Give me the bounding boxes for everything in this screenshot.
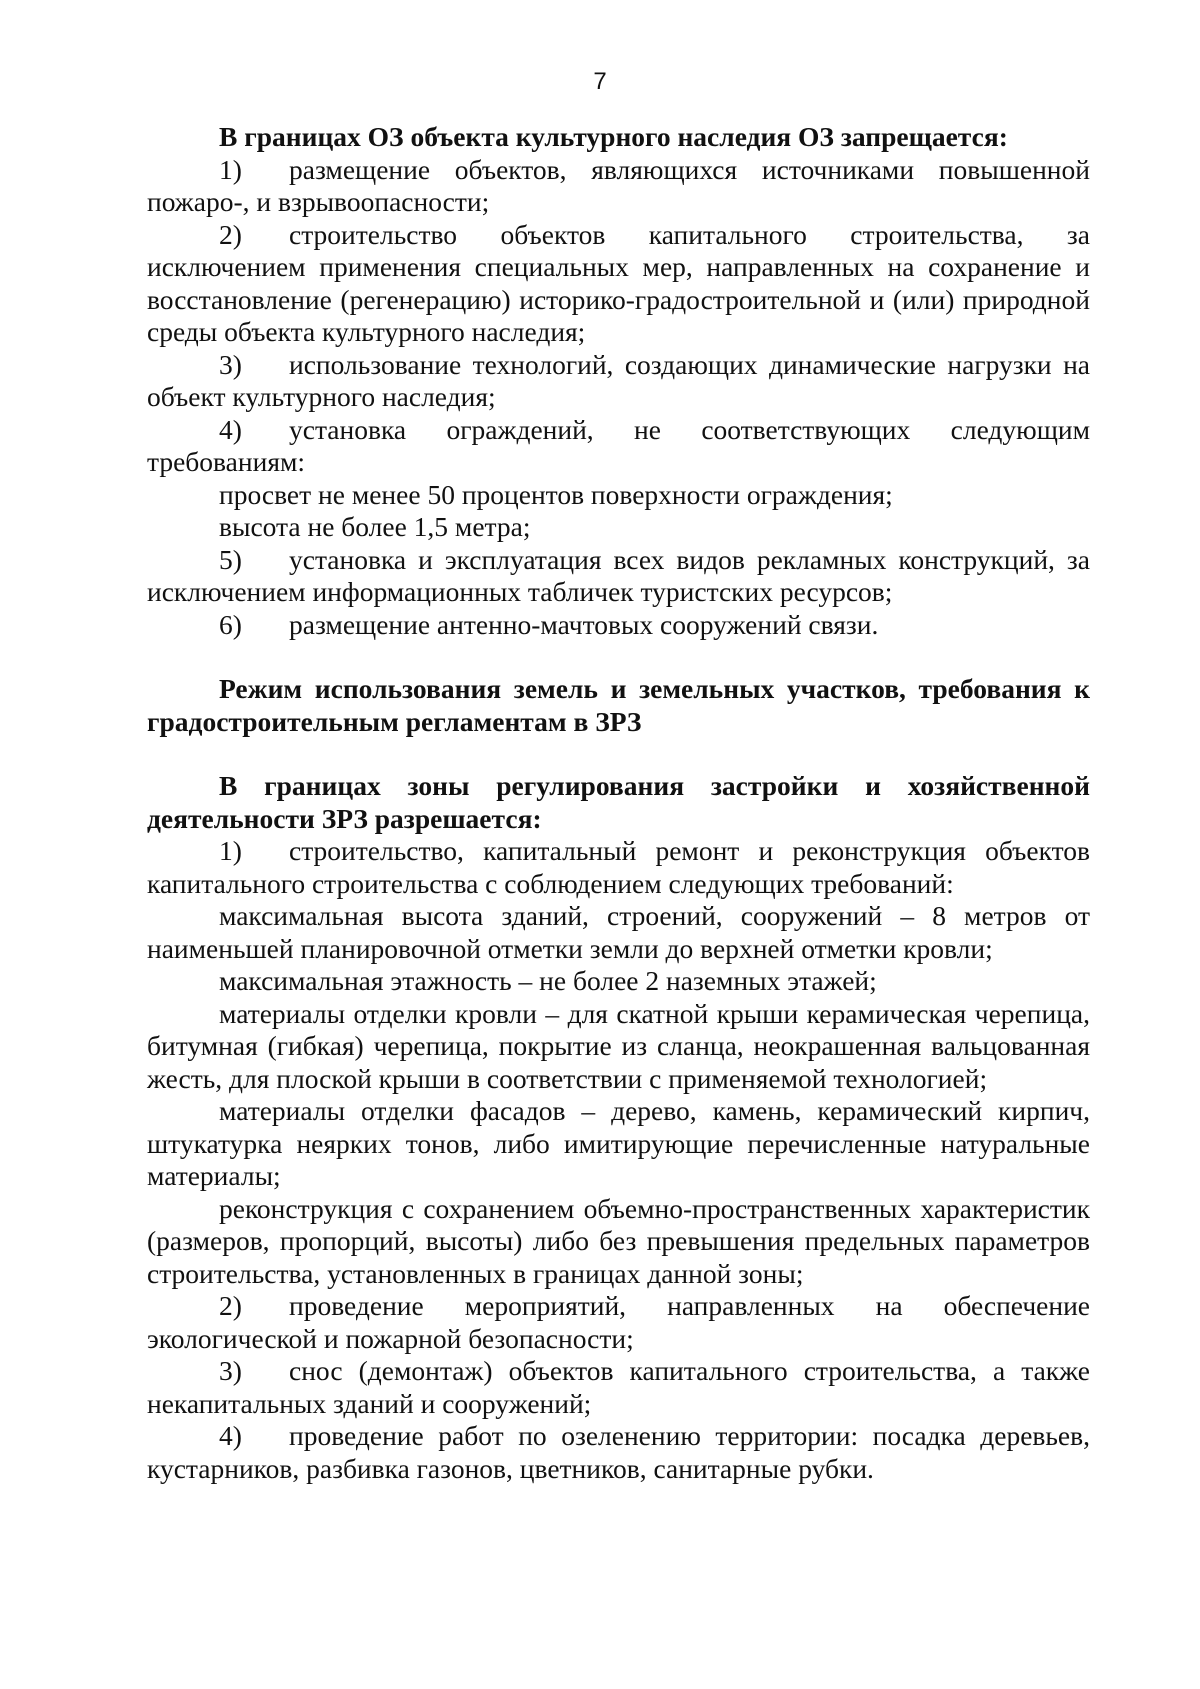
list-item: 2) проведение мероприятий, направленных на обеспечение экологической и пожарной безопасности; xyxy=(147,1290,1090,1354)
requirement: материалы отделки фасадов – дерево, камень, керамический кирпич, штукатурка неярких тонов, либо имитирующие перечисленные натуральные материалы; xyxy=(147,1095,1090,1191)
list-item: 1) строительство, капитальный ремонт и реконструкция объектов капитального строительства с соблюдением следующих требований: xyxy=(147,835,1090,899)
requirement: максимальная высота зданий, строений, сооружений – 8 метров от наименьшей планировочной отметки земли до верхней отметки кровли; xyxy=(147,900,1090,964)
requirement: максимальная этажность – не более 2 наземных этажей; xyxy=(219,965,877,996)
sub-requirement: просвет не менее 50 процентов поверхности ограждения; xyxy=(219,478,893,510)
list-item: 3) снос (демонтаж) объектов капитального строительства, а также некапитальных зданий и сооружений; xyxy=(147,1355,1090,1419)
list-item: 5) установка и эксплуатация всех видов рекламных конструкций, за исключением информационных табличек туристских ресурсов; xyxy=(147,543,1090,607)
list-item: 4) установка ограждений, не соответствующих следующим требованиям: xyxy=(147,413,1090,477)
page-number: 7 xyxy=(593,68,607,95)
list-item: 2) строительство объектов капитального строительства, за исключением применения специальных мер, направленных на сохранение и восстановление (регенерацию) историко-градостроительной и (или) природной среды объекта культурного наследия; xyxy=(147,218,1090,347)
list-item: 1) размещение объектов, являющихся источниками повышенной пожаро-, и взрывоопасности; xyxy=(147,153,1090,217)
section-heading: В границах ОЗ объекта культурного наследия ОЗ запрещается: xyxy=(219,121,1008,152)
spacer xyxy=(147,641,1090,673)
document-body xyxy=(147,121,1090,1485)
requirement: реконструкция с сохранением объемно-пространственных характеристик (размеров, пропорций, высоты) либо без превышения предельных параметров строительства, установленных в границах данной зоны; xyxy=(147,1192,1090,1289)
sub-requirement: высота не более 1,5 метра; xyxy=(219,511,531,542)
list-item: 3) использование технологий, создающих динамические нагрузки на объект культурного наследия; xyxy=(147,348,1090,412)
spacer xyxy=(147,738,1090,770)
section-heading: В границах зоны регулирования застройки и хозяйственной деятельности ЗРЗ разрешается: xyxy=(147,770,1090,834)
list-item: 4) проведение работ по озеленению территории: посадка деревьев, кустарников, разбивка газонов, цветников, санитарные рубки. xyxy=(147,1420,1090,1484)
section-heading: Режим использования земель и земельных участков, требования к градостроительным регламентам в ЗРЗ xyxy=(147,673,1090,737)
requirement: материалы отделки кровли – для скатной крыши керамическая черепица, битумная (гибкая) черепица, покрытие из сланца, неокрашенная вальцованная жесть, для плоской крыши в соответствии с применяемой технологией; xyxy=(147,997,1090,1094)
list-item: 6) размещение антенно-мачтовых сооружений связи. xyxy=(219,608,879,640)
